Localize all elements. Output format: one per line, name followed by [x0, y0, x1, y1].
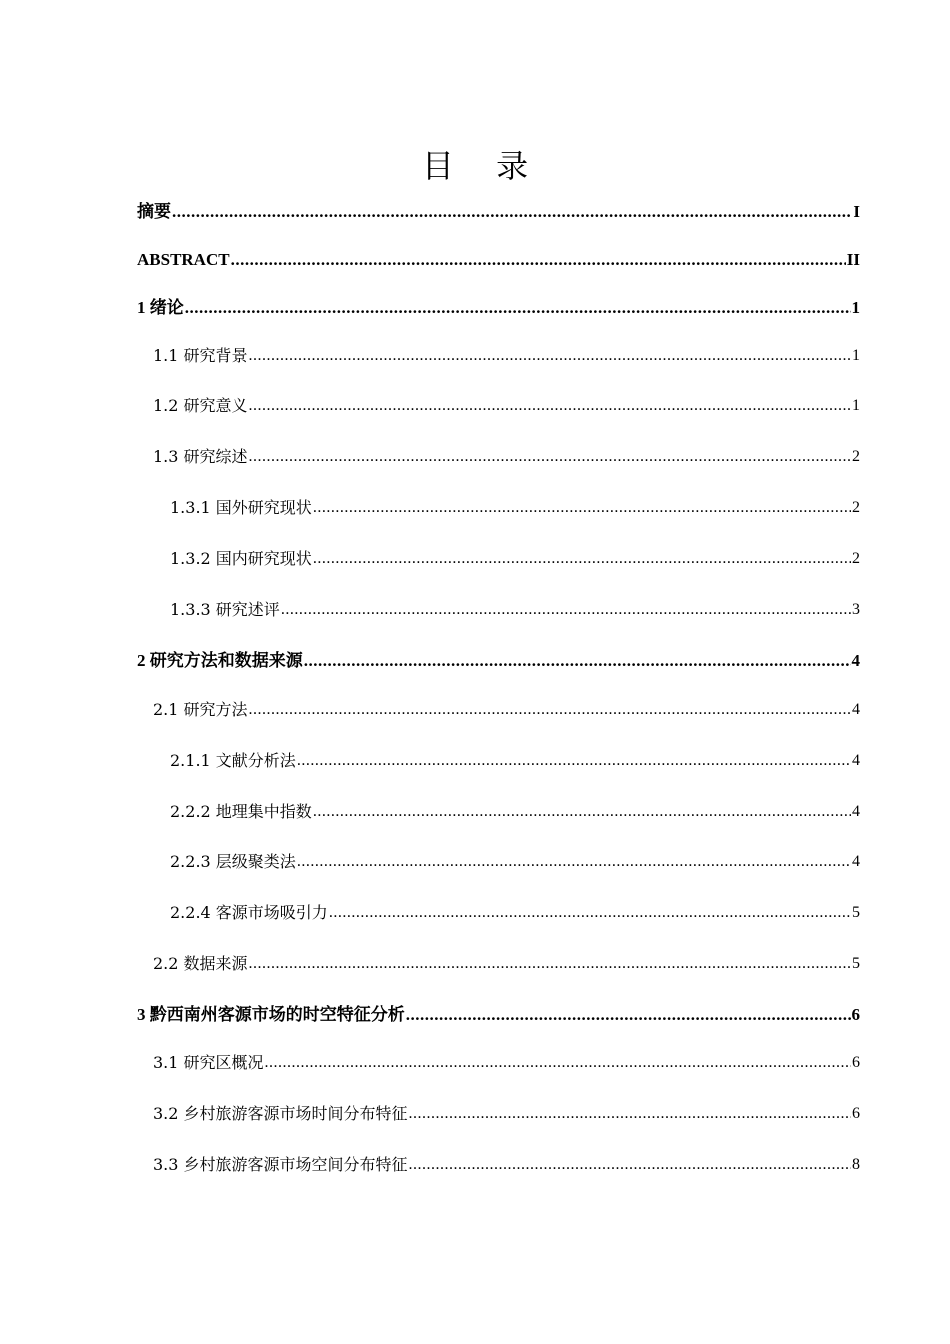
toc-entry-page-number: 6 [852, 1105, 860, 1122]
toc-entry-page-number: 4 [852, 853, 860, 870]
toc-entry[interactable] [137, 294, 860, 322]
toc-entry[interactable] [137, 198, 860, 226]
toc-entry-label: 1.3.2 国内研究现状 [170, 549, 312, 568]
toc-entry[interactable] [137, 342, 860, 370]
toc-entry[interactable] [137, 798, 860, 826]
toc-entry[interactable] [137, 1049, 860, 1077]
toc-entry-page-number: 4 [852, 803, 860, 820]
toc-entry-page-number: 2 [852, 550, 860, 567]
toc-dot-leader [313, 798, 851, 826]
toc-entry[interactable] [137, 1151, 860, 1179]
toc-entry[interactable] [137, 443, 860, 471]
toc-entry[interactable] [137, 1100, 860, 1128]
toc-dot-leader [297, 747, 851, 775]
toc-entry[interactable] [137, 246, 860, 274]
toc-entry-label: 3 黔西南州客源市场的时空特征分析 [137, 1005, 405, 1024]
toc-entry[interactable] [137, 696, 860, 724]
toc-entry-page-number: 4 [852, 701, 860, 718]
toc-entry[interactable] [137, 545, 860, 573]
toc-dot-leader [281, 596, 851, 624]
toc-entry[interactable] [137, 747, 860, 775]
toc-entry-page-number: 1 [852, 347, 860, 364]
toc-entry-label: 2.1 研究方法 [153, 700, 248, 719]
toc-dot-leader [249, 950, 851, 978]
toc-entry-page-number: 1 [852, 397, 860, 414]
toc-title: 目 录 [421, 147, 545, 185]
toc-dot-leader [313, 494, 851, 522]
toc-entry-label: 2.2.4 客源市场吸引力 [170, 903, 328, 922]
toc-entry[interactable] [137, 647, 860, 675]
toc-entry-label: 3.2 乡村旅游客源市场时间分布特征 [153, 1104, 408, 1123]
toc-entry[interactable] [137, 1001, 860, 1029]
toc-entry-label: 1.3 研究综述 [153, 447, 248, 466]
toc-entry[interactable] [137, 950, 860, 978]
toc-entry-page-number: 2 [852, 499, 860, 516]
toc-entry-label: 1.1 研究背景 [153, 346, 248, 365]
toc-entry-page-number: 8 [852, 1156, 860, 1173]
toc-dot-leader [185, 294, 851, 322]
toc-dot-leader [231, 246, 846, 274]
toc-entry-page-number: 2 [852, 448, 860, 465]
toc-dot-leader [172, 198, 852, 226]
toc-entry[interactable] [137, 848, 860, 876]
toc-dot-leader [329, 899, 851, 927]
toc-entry-label: 1.3.1 国外研究现状 [170, 498, 312, 517]
toc-dot-leader [249, 392, 851, 420]
toc-entry-label: 1.2 研究意义 [153, 396, 248, 415]
toc-entry-label: 2.1.1 文献分析法 [170, 751, 296, 770]
toc-entry-page-number: 1 [851, 298, 860, 317]
toc-entry[interactable] [137, 392, 860, 420]
toc-dot-leader [304, 647, 851, 675]
toc-dot-leader [406, 1001, 851, 1029]
toc-entry-label: 2.2.3 层级聚类法 [170, 852, 296, 871]
toc-entry-label: 3.3 乡村旅游客源市场空间分布特征 [153, 1155, 408, 1174]
toc-dot-leader [249, 696, 851, 724]
toc-dot-leader [297, 848, 851, 876]
toc-entry-page-number: 4 [852, 752, 860, 769]
toc-dot-leader [249, 342, 851, 370]
toc-entry-page-number: I [853, 202, 860, 221]
toc-entry-label: 2.2 数据来源 [153, 954, 248, 973]
toc-entry-page-number: 4 [851, 651, 860, 670]
toc-entry[interactable] [137, 596, 860, 624]
toc-dot-leader [249, 443, 851, 471]
toc-entry-page-number: 6 [851, 1005, 860, 1024]
toc-entry-page-number: II [846, 250, 860, 269]
toc-entry-label: 3.1 研究区概况 [153, 1053, 264, 1072]
toc-entry-label: 1.3.3 研究述评 [170, 600, 280, 619]
toc-dot-leader [409, 1151, 851, 1179]
toc-entry-label: 摘要 [137, 202, 171, 221]
toc-entry-page-number: 5 [852, 955, 860, 972]
toc-dot-leader [313, 545, 851, 573]
toc-entry-page-number: 3 [852, 601, 860, 618]
toc-entry[interactable] [137, 494, 860, 522]
toc-entry-label: 1 绪论 [137, 298, 184, 317]
toc-dot-leader [265, 1049, 851, 1077]
toc-entry[interactable] [137, 899, 860, 927]
toc-entry-label: 2.2.2 地理集中指数 [170, 802, 312, 821]
toc-dot-leader [409, 1100, 851, 1128]
toc-entry-label: 2 研究方法和数据来源 [137, 651, 303, 670]
toc-entry-label: ABSTRACT [137, 250, 230, 269]
toc-entry-page-number: 6 [852, 1054, 860, 1071]
toc-entry-page-number: 5 [852, 904, 860, 921]
